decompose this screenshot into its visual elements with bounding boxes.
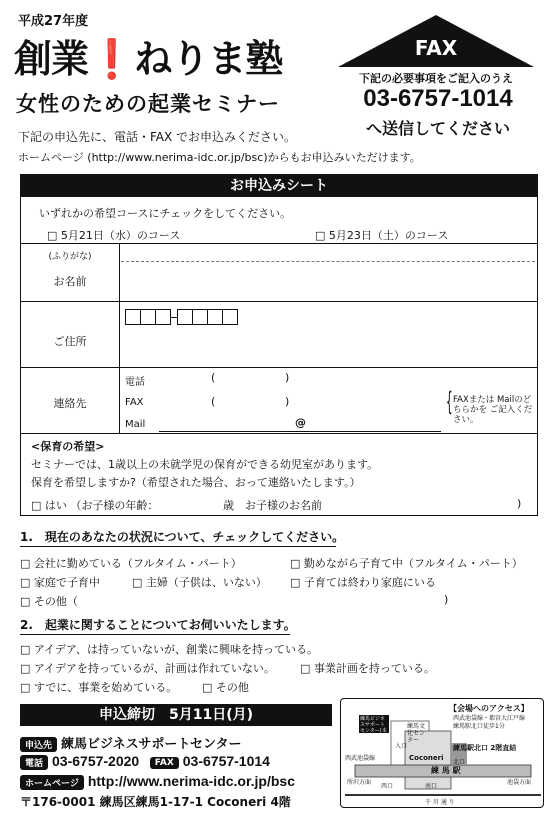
postal-box-5[interactable] — [192, 309, 208, 325]
organizer-tag: 申込先 — [20, 737, 57, 752]
phone-paren-close: ) — [285, 371, 290, 384]
contact-label: 連絡先 — [53, 397, 87, 410]
childcare-line-1: セミナーでは、1歳以上の未就学児の保育ができる幼児室があります。 — [31, 458, 379, 471]
phone-fax-line — [20, 753, 270, 770]
divider — [21, 433, 537, 434]
event-year: 平成27年度 — [18, 14, 89, 29]
postal-box-4[interactable] — [177, 309, 193, 325]
fax-paren-open: ( — [211, 395, 216, 408]
q1-option-finished-parenting[interactable]: □ 子育ては終わり家庭にいる — [290, 576, 436, 589]
map-north-exit: 練馬駅北口 2階直結 — [453, 744, 517, 752]
map-entrance: 入口 — [395, 743, 408, 750]
map-culture-center: 練馬文化センター — [407, 723, 426, 744]
course-prompt: いずれかの希望コースにチェックをしてください。 — [39, 207, 292, 220]
application-sheet — [20, 174, 538, 516]
fax-number: 03-6757-1014 — [363, 85, 513, 112]
access-map — [340, 698, 544, 808]
q1-option-home-parent[interactable]: □ 家庭で子育中 — [20, 576, 100, 589]
map-coconeri: Coconeri — [409, 754, 444, 762]
fax-field-label: FAX — [125, 397, 144, 408]
furigana-label: (ふりがな) — [48, 252, 92, 262]
map-road: 千 川 通 り — [425, 799, 455, 806]
q1-option-working-parent[interactable]: □ 勤めながら子育て中（フルタイム・パート） — [290, 557, 523, 570]
name-label: お名前 — [53, 275, 87, 288]
map-kitaguchi: 北口 — [453, 759, 466, 766]
course-option-0523[interactable]: □ 5月23日（土）のコース — [315, 229, 449, 242]
q2-option-idea[interactable]: □ アイデアを持っているが、計画は作れていない。 — [20, 662, 275, 675]
childcare-age-label: 歳 お子様のお名前 — [223, 499, 322, 512]
map-title: 【会場へのアクセス】 — [449, 704, 529, 713]
event-title: 創業❗ねりま塾 — [14, 37, 283, 81]
postal-box-7[interactable] — [222, 309, 238, 325]
q1-option-housewife[interactable]: □ 主婦（子供は、いない） — [132, 576, 267, 589]
organizer-name: 練馬ビジネスサポートセンター — [61, 737, 242, 752]
question-2-title: 2. 起業に関することについてお伺いいたします。 — [20, 618, 296, 632]
postal-box-2[interactable] — [140, 309, 156, 325]
q2-option-started[interactable]: □ すでに、事業を始めている。 — [20, 681, 178, 694]
phone-paren-open: ( — [211, 371, 216, 384]
childcare-line-2: 保育を希望しますか?（希望された場合、おって連絡いたします。） — [31, 476, 361, 489]
website-line — [20, 773, 295, 790]
fax-note: 下記の必要事項をご記入のうえ — [359, 72, 513, 85]
web-tag: ホームページ — [20, 775, 84, 790]
fax-paren-close: ) — [285, 395, 290, 408]
map-venue-label: 練馬ビジネスサポートセンター(本会場) — [360, 716, 387, 740]
mail-at-sign: @ — [295, 416, 306, 429]
event-subtitle: 女性のための起業セミナー — [16, 92, 280, 116]
intro-line-2: ホームページ (http://www.nerima-idc.or.jp/bsc)からもお申込みいただけます。 — [18, 151, 421, 164]
q1-other-close-paren: ) — [444, 593, 449, 606]
course-option-0521[interactable]: □ 5月21日（水）のコース — [47, 229, 181, 242]
question-2-underline — [20, 634, 290, 635]
childcare-close-paren: ) — [517, 497, 522, 510]
organizer-address: 〒176-0001 練馬区練馬1-17-1 Coconeri 4階 — [20, 795, 291, 809]
phone-label: 電話 — [125, 377, 145, 388]
q1-option-other[interactable]: □ その他（ — [20, 595, 78, 608]
q2-option-other[interactable]: □ その他 — [202, 681, 249, 694]
divider — [21, 301, 537, 302]
q1-option-company[interactable]: □ 会社に勤めている（フルタイム・パート） — [20, 557, 242, 570]
map-west-exit: 西口 — [381, 783, 394, 790]
postal-box-3[interactable] — [155, 309, 171, 325]
organizer-website[interactable]: http://www.nerima-idc.or.jp/bsc — [87, 773, 295, 789]
map-toward-tokorozawa: 所沢方面 — [347, 779, 372, 786]
organizer-line — [20, 733, 241, 752]
organizer-fax: 03-6757-1014 — [182, 753, 270, 769]
childcare-title: <保育の希望> — [31, 440, 105, 453]
contact-note-brace: { — [445, 387, 453, 417]
map-station: 練 馬 駅 — [431, 766, 461, 775]
postal-box-6[interactable] — [207, 309, 223, 325]
childcare-yes-option[interactable]: □ はい （お子様の年齢： — [31, 499, 159, 512]
mail-underline[interactable] — [159, 431, 441, 432]
fax-send-text: へ送信してください — [365, 119, 510, 138]
mail-label: Mail — [125, 419, 146, 430]
fax-tag: FAX — [150, 757, 179, 769]
postal-box-1[interactable] — [125, 309, 141, 325]
map-toward-ikebukuro: 池袋方面 — [507, 779, 532, 786]
fax-label: FAX — [414, 36, 458, 60]
divider — [119, 243, 120, 433]
map-south-exit: 南口 — [425, 783, 438, 790]
furigana-dashed-line — [121, 261, 535, 262]
divider — [21, 367, 537, 368]
question-1-title: 1. 現在のあなたの状況について、チェックしてください。 — [20, 530, 345, 544]
deadline-banner: 申込締切 5月11日(月) — [20, 704, 332, 726]
intro-line-1: 下記の申込先に、電話・FAX でお申込みください。 — [18, 130, 297, 144]
name-input-area[interactable] — [125, 267, 533, 293]
map-line-1: 西武池袋線・都営大江戸線 — [453, 715, 526, 722]
address-label: ご住所 — [53, 335, 87, 348]
q2-option-plan[interactable]: □ 事業計画を持っている。 — [300, 662, 435, 675]
map-line-2: 練馬駅北口徒歩1分 — [453, 723, 505, 730]
question-1-underline — [20, 546, 336, 547]
map-seibu-line: 西武池袋線 — [345, 755, 376, 762]
divider — [21, 243, 537, 244]
q2-option-interest[interactable]: □ アイデア、は持っていないが、創業に興味を持っている。 — [20, 643, 319, 656]
contact-note: FAXまたは Mailのどちらかを ご記入ください。 — [453, 395, 533, 425]
organizer-phone: 03-6757-2020 — [52, 753, 140, 769]
tel-tag: 電話 — [20, 755, 48, 770]
sheet-title: お申込みシート — [21, 175, 537, 197]
